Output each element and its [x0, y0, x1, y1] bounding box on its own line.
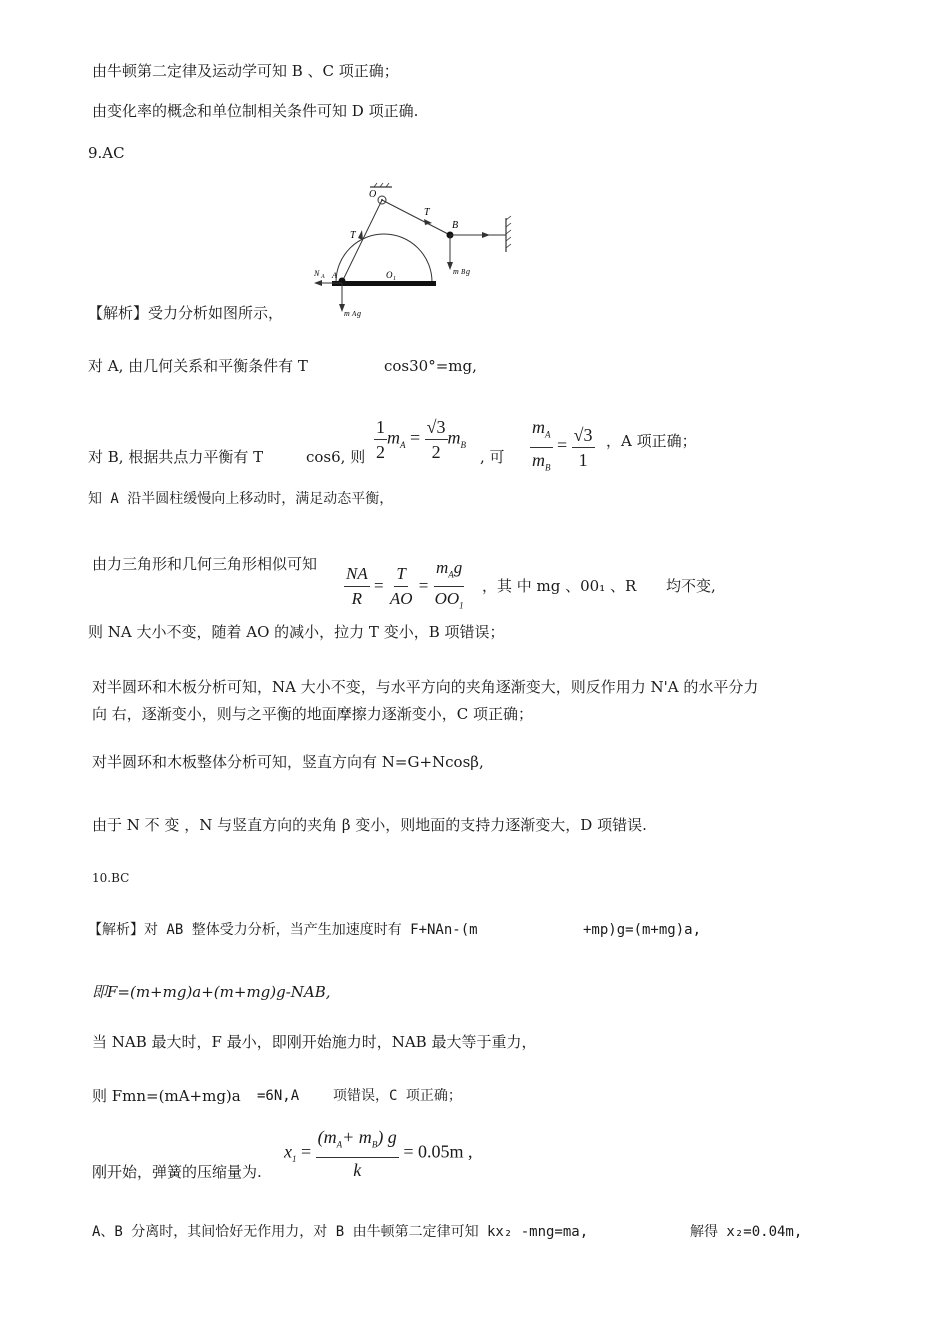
text-line: 即F=(m+mg)a+(m+mg)g-NAB,	[92, 983, 331, 1001]
text-line: 则 Fmn=(mA+mg)a	[92, 1087, 241, 1105]
text-line: ，A 项正确；	[606, 432, 697, 450]
label-O: O	[369, 189, 377, 200]
text-line: =6N,A	[257, 1088, 300, 1104]
text-line: ，其 中 mg 、00₁ 、R	[482, 577, 637, 595]
text-line: , 可	[480, 448, 505, 466]
text-line: 由变化率的概念和单位制相关条件可知 D 项正确.	[92, 102, 419, 120]
label-T-left: T	[350, 230, 356, 241]
text-line: 解得 x₂=0.04m,	[690, 1224, 803, 1240]
question-9-answer: 9.AC	[88, 144, 125, 162]
text-line: 对 B, 根据共点力平衡有 T	[88, 448, 264, 466]
label-B: B	[452, 220, 459, 231]
text-line: cos30°=mg,	[384, 357, 477, 375]
text-line: cos6, 则	[306, 448, 366, 466]
label-NA: N	[314, 269, 320, 278]
question-10-answer: 10.BC	[92, 871, 130, 885]
svg-text:g: g	[466, 267, 470, 276]
label-O1: O	[386, 270, 393, 280]
text-line: 项错误，C 项正确；	[333, 1088, 462, 1104]
text-line: 均不变,	[666, 577, 716, 595]
formula-ratio: $\frac{m_A}{m_B}$ = $\frac{√3}{1}$	[532, 417, 593, 473]
text-line: A、B 分离时，其间恰好无作用力，对 B 由牛顿第二定律可知 kx₂ -mng=ma,	[92, 1224, 589, 1240]
formula-spring-compression: $x_1$ = $\frac{(m_A+ m_B) g}{k}$ = 0.05m ,	[284, 1127, 473, 1180]
text-line: 【解析】对 AB 整体受力分析，当产生加速度时有 F+NAn-(m	[88, 922, 478, 938]
text-line: 由于 N 不 变 ，N 与竖直方向的夹角 β 变小，则地面的支持力逐渐变大，D 项错误.	[92, 816, 647, 834]
svg-text:A: A	[321, 274, 325, 280]
text-line: 刚开始，弹簧的压缩量为.	[92, 1163, 262, 1181]
svg-text:1: 1	[393, 276, 396, 282]
label-mAg: m	[344, 309, 350, 318]
text-line: 对半圆环和木板整体分析可知，竖直方向有 N=G+Ncosβ,	[92, 753, 484, 771]
formula-similar-triangles: $\frac{NA}{R}$ = $\frac{T}{AO}$ = $\frac{m_Ag}{OO_1}$	[346, 558, 464, 611]
text-line: 对 A, 由几何关系和平衡条件有 T	[88, 357, 308, 375]
analysis-9: 【解析】受力分析如图所示，	[88, 304, 284, 322]
text-line: +mp)g=(m+mg)a,	[583, 922, 702, 938]
text-line: 向 右，逐渐变小，则与之平衡的地面摩擦力逐渐变小，C 项正确；	[92, 705, 534, 723]
text-line: 知 A 沿半圆柱缓慢向上移动时，满足动态平衡，	[88, 491, 394, 507]
text-line: 由牛顿第二定律及运动学可知 B 、C 项正确；	[92, 62, 399, 80]
text-line: 当 NAB 最大时，F 最小，即刚开始施力时，NAB 最大等于重力，	[92, 1033, 537, 1051]
label-mBg: m	[453, 267, 459, 276]
text-line: 则 NA 大小不变，随着 AO 的减小，拉力 T 变小，B 项错误；	[88, 623, 505, 641]
force-diagram	[306, 180, 520, 320]
svg-text:A: A	[352, 310, 357, 318]
text-line: 对半圆环和木板分析可知，NA 大小不变，与水平方向的夹角逐渐变大，则反作用力 N'A 的水平分力	[92, 678, 759, 696]
text-line: 由力三角形和几何三角形相似可知	[92, 555, 318, 573]
label-T-right: T	[424, 207, 430, 218]
svg-text:g: g	[357, 309, 361, 318]
label-A: A	[332, 271, 337, 280]
formula-ma-mb: $\frac{1}{2}$ $m_A$ = $\frac{√3}{2}$ $m_B$	[376, 417, 467, 462]
svg-text:B: B	[461, 268, 466, 276]
